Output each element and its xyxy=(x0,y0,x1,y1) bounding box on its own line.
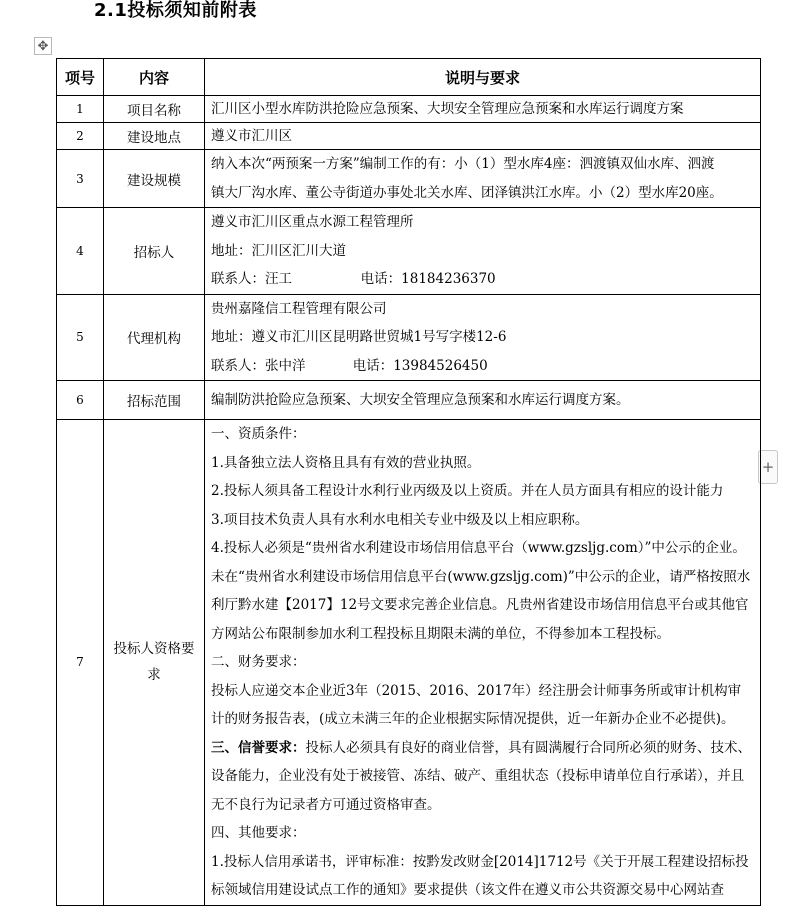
credit-title: 三、信誉要求： xyxy=(211,739,306,756)
desc-line: 联系人：汪工 电话：18184236370 xyxy=(211,271,496,287)
other-text: 1.投标人信用承诺书，评审标准：按黔发改财金[2014]1712号《关于开展工程建设招标投标领域信用建设试点工作的通知》要求提供（该文件在遵义市公共资源交易中心网站查 xyxy=(211,853,749,898)
row-desc xyxy=(205,123,761,150)
row-item: 招标范围 xyxy=(104,381,205,420)
row-desc xyxy=(205,150,761,208)
row-desc xyxy=(205,208,761,295)
row-desc xyxy=(205,96,761,123)
table-header-row xyxy=(57,59,761,96)
row-number: 6 xyxy=(57,381,104,420)
row-item: 项目名称 xyxy=(104,96,205,123)
other-title: 四、其他要求： xyxy=(211,825,306,841)
row-number: 1 xyxy=(57,96,104,123)
row-desc xyxy=(205,381,761,420)
table-row xyxy=(57,150,761,208)
credit-text: 投标人必须具有良好的商业信誉，具有圆满履行合同所必须的财务、技术、设备能力，企业没有处于被接管、冻结、破产、重组状态（投标申请单位自行承诺），并且无不良行为记录者方可通过资格审查。 xyxy=(211,739,751,813)
qualification-item: 1.具备独立法人资格且具有有效的营业执照。 xyxy=(211,454,481,471)
row-desc xyxy=(205,294,761,381)
row-number: 3 xyxy=(57,150,104,208)
table-row xyxy=(57,96,761,123)
row-item: 建设地点 xyxy=(104,123,205,150)
row-number: 5 xyxy=(57,294,104,381)
desc-line: 地址：遵义市汇川区昆明路世贸城1号写字楼12-6 xyxy=(211,329,507,345)
table-row xyxy=(57,294,761,381)
desc-line: 镇大厂沟水库、董公寺街道办事处北关水库、团泽镇洪江水库。小（2）型水库20座。 xyxy=(211,184,723,201)
section-heading: 2.1投标须知前附表 xyxy=(94,0,257,21)
desc-line: 编制防洪抢险应急预案、大坝安全管理应急预案和水库运行调度方案。 xyxy=(211,392,630,408)
desc-line: 遵义市汇川区重点水源工程管理所 xyxy=(211,214,414,230)
desc-line: 遵义市汇川区 xyxy=(211,128,292,144)
header-item: 内容 xyxy=(104,59,205,96)
desc-line: 纳入本次“两预案一方案”编制工作的有：小（1）型水库4座：泗渡镇双仙水库、泗渡 xyxy=(211,156,715,172)
row-item: 代理机构 xyxy=(104,294,205,381)
table-row xyxy=(57,420,761,906)
header-desc: 说明与要求 xyxy=(205,59,761,96)
row-item: 投标人资格要求 xyxy=(104,420,205,906)
row-item: 建设规模 xyxy=(104,150,205,208)
requirements-table xyxy=(56,58,761,906)
credit-paragraph xyxy=(211,734,754,820)
finance-title: 二、财务要求： xyxy=(211,654,306,670)
table-move-icon[interactable]: ✥ xyxy=(34,37,52,55)
table-row xyxy=(57,123,761,150)
qualification-item: 4.投标人必须是“贵州省水利建设市场信用信息平台（www.gzsljg.com）”中公示的企业。未在“贵州省水利建设市场信用信息平台(www.gzsljg.com)”中公示的企业，请严格按照水利厅黔水建【2017】12号文要求完善企业信息。凡贵州省建设市场信用信息平台或其他官方网站公布限制参加水利工程投标且期限未满的单位，不得参加本工程投标。 xyxy=(211,540,751,642)
add-column-icon[interactable]: + xyxy=(758,450,778,484)
desc-line: 地址：汇川区汇川大道 xyxy=(211,242,346,259)
qualification-item: 2.投标人须具备工程设计水利行业丙级及以上资质。并在人员方面具有相应的设计能力 xyxy=(211,483,724,499)
desc-line: 汇川区小型水库防洪抢险应急预案、大坝安全管理应急预案和水库运行调度方案 xyxy=(211,101,684,117)
table-row xyxy=(57,208,761,295)
qualification-item: 3.项目技术负责人具有水利水电相关专业中级及以上相应职称。 xyxy=(211,511,589,528)
desc-line: 贵州嘉隆信工程管理有限公司 xyxy=(211,300,387,317)
row-number: 4 xyxy=(57,208,104,295)
desc-line: 联系人：张中洋 电话：13984526450 xyxy=(211,357,488,374)
row-number: 2 xyxy=(57,123,104,150)
row-desc xyxy=(205,420,761,906)
row-item: 招标人 xyxy=(104,208,205,295)
header-no: 项号 xyxy=(57,59,104,96)
row-number: 7 xyxy=(57,420,104,906)
qualification-title: 一、资质条件： xyxy=(211,426,306,442)
finance-text: 投标人应递交本企业近3年（2015、2016、2017年）经注册会计师事务所或审计机构审计的财务报告表，(成立未满三年的企业根据实际情况提供，近一年新办企业不必提供)。 xyxy=(211,682,742,727)
table-row xyxy=(57,381,761,420)
